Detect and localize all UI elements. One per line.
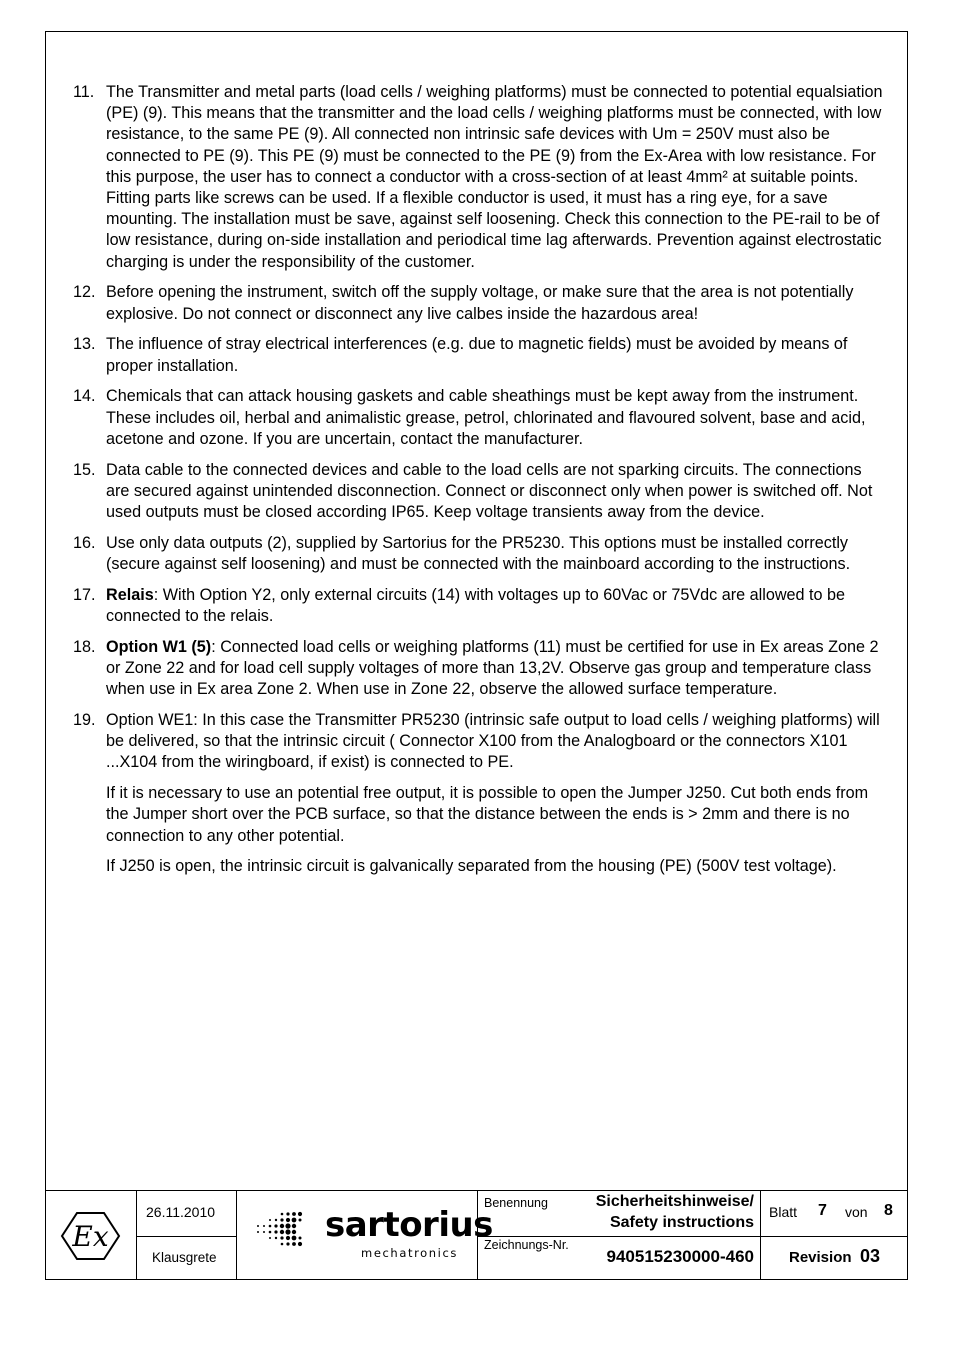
divider — [136, 1190, 137, 1280]
item-number: 11. — [73, 83, 95, 101]
date: 26.11.2010 — [146, 1204, 216, 1220]
item-text: Before opening the instrument, switch off the supply voltage, or make sure that the area is not potentially explosive. Do not connect or disconnect any live calbes inside the hazardous area! — [106, 283, 854, 323]
dots-logo-icon — [252, 1208, 316, 1254]
title-de: Sicherheitshinweise/ — [595, 1193, 754, 1210]
divider — [236, 1190, 237, 1280]
item-number: 14. — [73, 387, 96, 406]
item-bold-term: Option W1 (5) — [106, 637, 212, 656]
drawing-number: 940515230000-460 — [606, 1247, 754, 1266]
title-block — [45, 1190, 908, 1280]
brand-subtitle: mechatronics — [361, 1246, 458, 1260]
revision-label: Revision — [789, 1249, 852, 1266]
item-text: Option WE1: In this case the Transmitter PR5230 (intrinsic safe output to load cells / weighing platforms) will be delivered, so that the intrinsic circuit ( Connector X100 from the Analogboard or the connectors X101 ...X104 from the wiringboard, if exist) is connected to PE. — [106, 711, 880, 772]
page-number: 7 — [818, 1202, 827, 1219]
item-number: 18. — [73, 637, 96, 656]
item-text: The influence of stray electrical interferences (e.g. due to magnetic fields) must be avoided by means of proper installation. — [106, 335, 848, 375]
item-text — [106, 585, 889, 627]
item-bold-term: Relais — [106, 585, 154, 604]
item-text: Use only data outputs (2), supplied by Sartorius for the PR5230. This options must be installed correctly (secure against self loosening) and must be connected with the mainboard according to the instructions. — [106, 533, 851, 574]
list-item — [73, 585, 889, 627]
blatt-label: Blatt — [769, 1204, 798, 1220]
pages-total: 8 — [884, 1202, 893, 1219]
list-item — [73, 334, 889, 376]
ex-logo — [45, 1190, 136, 1280]
revision-number: 03 — [860, 1246, 881, 1266]
document-body — [73, 82, 889, 887]
item-text: Chemicals that can attack housing gaskets and cable sheathings must be kept away from the instrument. These includes oil, herbal and animalistic grease, petrol, chlorinated and flavoured solvent, base and acid, acetone and ozone. If you are uncertain, contact the manufacturer. — [106, 387, 866, 448]
ex-logo-text: Ex — [72, 1220, 109, 1253]
divider — [760, 1190, 761, 1280]
item-text — [106, 637, 889, 701]
item-number: 13. — [73, 335, 96, 354]
divider — [136, 1236, 236, 1237]
item-number: 12. — [73, 283, 96, 302]
von-label: von — [845, 1204, 868, 1220]
item-number: 16. — [73, 533, 96, 552]
list-item — [73, 386, 889, 450]
list-item — [73, 460, 889, 524]
sub-paragraph: If J250 is open, the intrinsic circuit is galvanically separated from the housing (PE) (500V test voltage). — [106, 857, 837, 876]
item-body: : Connected load cells or weighing platforms (11) must be certified for use in Ex areas Zone 2 or Zone 22 and for load cell supply voltages of more than 13,2V. Observe gas group and temperature class when use in Ex area Zone 2. When use in Zone 22, observe the allowed surface temperature. — [106, 637, 879, 699]
list-item — [73, 533, 889, 575]
benennung-label: Benennung — [484, 1196, 548, 1210]
zeichnung-label: Zeichnungs-Nr. — [484, 1238, 569, 1252]
list-item — [73, 637, 889, 701]
ex-hexagon-icon — [45, 1190, 136, 1280]
item-number: 15. — [73, 460, 96, 479]
list-item — [73, 82, 889, 273]
list-item — [73, 710, 889, 774]
item-number: 17. — [73, 585, 96, 604]
item-body: : With Option Y2, only external circuits (14) with voltages up to 60Vac or 75Vdc are allowed to be connected to the relais. — [106, 585, 846, 626]
item-number: 19. — [73, 711, 96, 730]
brand-name: sartorius — [325, 1205, 493, 1245]
sartorius-logo — [252, 1205, 493, 1268]
title-en: Safety instructions — [609, 1214, 754, 1231]
author: Klausgrete — [152, 1250, 217, 1265]
item-text: Data cable to the connected devices and cable to the load cells are not sparking circuits. The connections are secured against unintended disconnection. Connect or disconnect only when power is switched off. Not used outputs must be closed according IP65. Keep voltage transients away from the device. — [106, 460, 873, 522]
item-text: The Transmitter and metal parts (load cells / weighing platforms) must be connected to potential equalsiation (PE) (9). This means that the transmitter and the load cells / weighing platforms must be connected, with low resistance, to the same PE (9). All connected non intrinsic safe devices with Um = 250V must also be connected to PE (9). This PE (9) must be connected to the PE (9) from the Ex-Area with low resistance. For this purpose, the user has to connect a conductor with a cross-section of at least 4mm² at suitable points. Fitting parts like screws can be used. If a flexible conductor is used, it must has a ring eye, for a save mounting. The installation must be save, against self loosening. Check this connection to the PE-rail to be of low resistance, during on-side installation and periodical time lag afterwards. Prevention against electrostatic charging is under the responsibility of the customer. — [106, 83, 883, 271]
sub-paragraph: If it is necessary to use an potential free output, it is possible to open the Jumper J250. Cut both ends from the Jumper short over the PCB surface, so that the distance between the ends is > 2mm and there is no connection to any other potential. — [106, 784, 869, 845]
divider — [477, 1236, 908, 1237]
list-item — [73, 282, 889, 324]
